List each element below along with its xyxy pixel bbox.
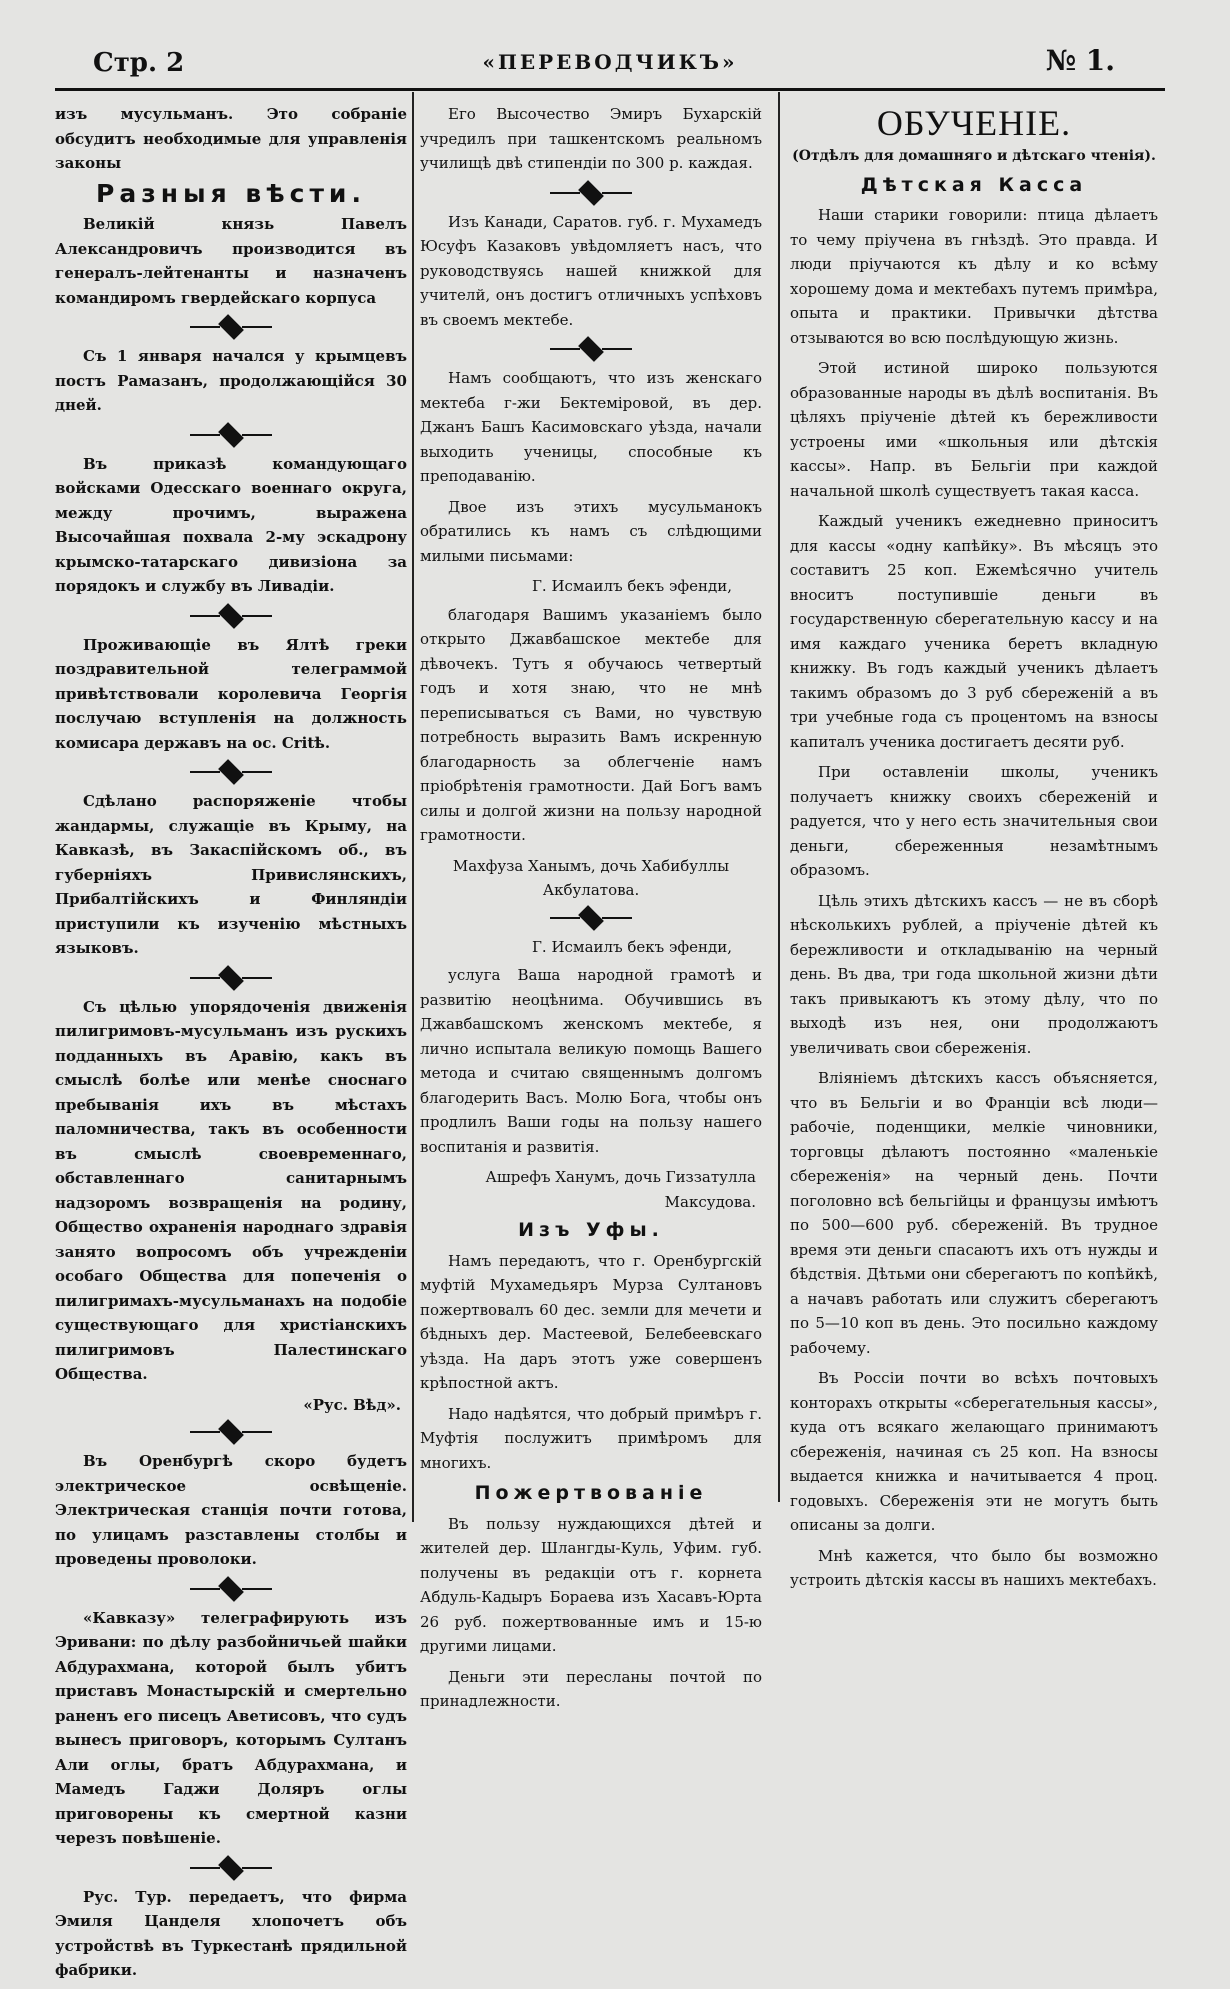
ornament-divider [55, 1857, 407, 1879]
paragraph: Надо надѣятся, что добрый примѣръ г. Муфтія послужитъ примѣромъ для многихъ. [420, 1404, 762, 1472]
ornament-divider [55, 1421, 407, 1443]
paragraph: Сдѣлано распоряженіе чтобы жандармы, служащіе въ Крыму, на Кавказѣ, въ Закаспійскомъ об., въ губерніяхъ Привислянскихъ, Прибалтійскихъ и Финляндіи приступили къ изученію мѣстныхъ языковъ. [55, 792, 407, 957]
section-title: ОБУЧЕНІЕ. [876, 103, 1072, 143]
paragraph: Рус. Тур. передаетъ, что фирма Эмиля Цанделя хлопочетъ объ устройствѣ въ Туркестанѣ прядильной фабрики. [55, 1887, 407, 1979]
paragraph: изъ мусульманъ. Это собраніе обсудитъ необходимые для управленія законы [55, 105, 407, 172]
ornament-divider [55, 605, 407, 627]
paragraph: Двое изъ этихъ мусульманокъ обратились къ намъ съ слѣдющими милыми письмами: [420, 497, 762, 565]
ornament-divider [55, 316, 407, 338]
ornament-divider [420, 182, 762, 204]
paragraph: Цѣль этихъ дѣтскихъ кассъ — не въ сборѣ нѣсколькихъ рублей, а пріученіе дѣтей къ бережливости и откладыванію на черный день. Въ два, три года школьной жизни дѣти такъ привыкаютъ къ этому дѣлу, что по выходѣ изъ нея, они продолжаютъ увеличивать свои сбереженія. [790, 891, 1158, 1057]
section-heading: Изъ Уфы. [518, 1219, 664, 1241]
paragraph: Намъ сообщаютъ, что изъ женскаго мектеба г-жи Бектеміровой, въ дер. Джанъ Башъ Касимовскаго уѣзда, начали выходить ученицы, способные къ преподаванію. [420, 369, 762, 485]
letter-salutation: Г. Исмаилъ бекъ эфенди, [531, 937, 732, 956]
ornament-divider [55, 761, 407, 783]
column-3 [790, 102, 1158, 1599]
paragraph: Вліяніемъ дѣтскихъ кассъ объясняется, что въ Бельгіи и во Франціи всѣ люди—рабочіе, поденщики, мелкіе чиновники, торговцы дѣлаютъ постоянно «маленькіе сбереженія» на черный день. Почти поголовно всѣ бельгійцы и французы имѣютъ по 500—600 руб. сбереженій. Въ трудное время эти деньги спасаютъ ихъ отъ нужды и бѣдствія. Дѣтьми они сберегаютъ по копѣйкѣ, а начавъ работать или служитъ сберегаютъ по 5—10 коп въ день. Это посильно каждому рабочему. [790, 1069, 1158, 1357]
paragraph: Въ пользу нуждающихся дѣтей и жителей дер. Шлангды-Куль, Уфим. губ. получены въ редакціи отъ г. корнета Абдуль-Кадыръ Бораева изъ Хасавъ-Юрта 26 руб. пожертвованные имъ и 15-ю другими лицами. [420, 1514, 762, 1655]
section-heading: Пожертвованіе [474, 1482, 708, 1504]
column-2 [420, 102, 762, 1720]
page-number: Стр. 2 [93, 48, 185, 78]
ornament-divider [55, 424, 407, 446]
paragraph: Каждый ученикъ ежедневно приноситъ для кассы «одну капѣйку». Въ мѣсяцъ это составитъ 25 коп. Ежемѣсячно учитель вноситъ поступившіе деньги въ государственную сберегательную кассу и на имя каждаго ученика беретъ вкладную книжку. Въ годъ каждый ученикъ дѣлаетъ такимъ образомъ до 3 руб сбереженій а въ три учебные года съ процентомъ на взносы капиталъ ученика достигаетъ десяти руб. [790, 512, 1158, 751]
letter-body: услуга Ваша народной грамотѣ и развитію неоцѣнима. Обучившись въ Джавбашскомъ женскомъ мектебе, я лично испытала великую помощь Вашего метода и считаю священнымъ долгомъ благодерить Васъ. Молю Бога, чтобы онъ продлилъ Ваши годы на пользу нашего воспитанія и развитія. [420, 966, 762, 1156]
paragraph: Въ Россіи почти во всѣхъ почтовыхъ конторахъ открыты «сберегательныя кассы», куда отъ всякаго желающаго принимаютъ сбереженія, начиная съ 25 коп. На взносы выдается книжка и начитывается 4 проц. годовыхъ. Сбереженія эти не могутъ быть описаны за долги. [790, 1369, 1158, 1534]
paragraph: Съ цѣлью упорядоченія движенія пилигримовъ-мусульманъ изъ рускихъ подданныхъ въ Аравію, какъ въ смыслѣ болѣе или менѣе сноснаго пребыванія ихъ въ мѣстахъ паломничества, такъ въ особенности въ смыслѣ своевременнаго, обставленнаго санитарнымъ надзоромъ возвращенія на родину, Общество охраненія народнаго здравія занято вопросомъ объ учрежденіи особаго Общества для попеченія о пилигримахъ-мусульманахъ на подобіе существующаго для христіанскихъ пилигримовъ Палестинскаго Общества. [55, 997, 407, 1383]
page-header [55, 40, 1165, 91]
paragraph: Изъ Канади, Саратов. губ. г. Мухамедъ Юсуфъ Казаковъ увѣдомляетъ насъ, что руководствуясь нашей книжкой для учителй, онъ достигъ отличныхъ успѣховъ въ своемъ мектебе. [420, 212, 762, 329]
paragraph: Его Высочество Эмиръ Бухарскій учредилъ при ташкентскомъ реальномъ училищѣ двѣ стипендіи по 300 р. каждая. [420, 105, 762, 172]
ornament-divider [55, 1578, 407, 1600]
letter-signature: Махфуза Ханымъ, дочь Хабибуллы Акбулатова. [452, 856, 730, 899]
section-heading: Разныя вѣсти. [96, 178, 366, 208]
paragraph: Въ приказѣ командующаго войсками Одесскаго военнаго округа, между прочимъ, выражена Высочайшая похвала 2-му эскадрону крымско-татарскаго дивизіона за порядокъ и службу въ Ливадіи. [55, 454, 407, 595]
paragraph: Деньги эти пересланы почтой по принадлежности. [420, 1667, 762, 1710]
paragraph: Проживающіе въ Ялтѣ греки поздравительной телеграммой привѣтствовали королевича Георгія послучаю вступленія на должность комисара державъ на ос. Critѣ. [55, 635, 407, 752]
paragraph: Наши старики говорили: птица дѣлаетъ то чему пріучена въ гнѣздѣ. Это правда. И люди пріучаются къ дѣлу и ко всѣму хорошему дома и мектебахъ путемъ примѣра, опыта и практики. Привычки дѣтства отзываются во всю послѣдующую жизнь. [790, 206, 1158, 347]
ornament-divider [55, 967, 407, 989]
letter-salutation: Г. Исмаилъ бекъ эфенди, [531, 577, 732, 595]
newspaper-title: «ПЕРЕВОДЧИКЪ» [482, 50, 738, 74]
paragraph: Этой истиной широко пользуются образованные народы въ дѣлѣ воспитанія. Въ цѣляхъ пріученіе дѣтей къ бережливости устроены ими «школьныя или дѣтскія кассы». Напр. въ Бельгіи при каждой начальной школѣ существуетъ такая касса. [790, 359, 1158, 500]
paragraph: При оставленіи школы, ученикъ получаетъ книжку своихъ сбереженій и радуется, что у него есть значительныя свои деньги, сбереженныя незамѣтнымъ образомъ. [790, 763, 1158, 879]
article-heading: Дѣтская Касса [860, 173, 1088, 196]
issue-number: № 1. [1045, 44, 1115, 77]
paragraph: Съ 1 января начался у крымцевъ постъ Рамазанъ, продолжающійся 30 дней. [55, 347, 407, 414]
column-divider [412, 92, 414, 1522]
column-divider [778, 92, 780, 1502]
source-credit: «Рус. Вѣд». [303, 1395, 401, 1414]
ornament-divider [420, 338, 762, 360]
paragraph: Въ Оренбургѣ скоро будетъ электрическое освѣщеніе. Электрическая станція почти готова, по улицамъ разставлены столбы и проведены проволоки. [55, 1452, 407, 1568]
section-subtitle: (Отдѣлъ для домашняго и дѣтскаго чтенія). [792, 148, 1156, 164]
paragraph: Мнѣ кажется, что было бы возможно устроить дѣтскія кассы въ нашихъ мектебахъ. [790, 1546, 1158, 1589]
column-1 [55, 102, 407, 1989]
paragraph: «Кавказу» телеграфирують изъ Эривани: по дѣлу разбойничьей шайки Абдурахмана, которой былъ убитъ приставъ Монастырскій и смертельно раненъ его писецъ Аветисовъ, что судъ вынесъ приговоръ, которымъ Султанъ Али оглы, братъ Абдурахмана, и Мамедъ Гаджи Доляръ оглы приговорены къ смертной казни черезъ повѣшеніе. [55, 1608, 407, 1847]
paragraph: Великій князь Павелъ Александровичъ производится въ генералъ-лейтенанты и назначенъ командиромъ гвердейскаго корпуса [55, 215, 407, 307]
letter-signature: Ашрефъ Ханумъ, дочь Гиззатулла Максудова. [485, 1168, 756, 1211]
letter-body: благодаря Вашимъ указаніемъ было открыто Джавбашское мектебе для дѣвочекъ. Тутъ я обучаюсь четвертый годъ и хотя знаю, что не мнѣ переписываться съ Вами, но чувствую потребность выразить Вамъ искренную благодарность за облегченіе намъ пріобрѣтенія грамотности. Дай Богъ вамъ силы и долгой жизни на пользу народной грамотности. [420, 605, 762, 844]
ornament-divider [420, 907, 762, 929]
paragraph: Намъ передаютъ, что г. Оренбургскій муфтій Мухамедьяръ Мурза Султановъ пожертвовалъ 60 дес. земли для мечети и бѣдныхъ дер. Мастеевой, Белебеевскаго уѣзда. На даръ этотъ уже совершенъ крѣпостной актъ. [420, 1251, 762, 1392]
